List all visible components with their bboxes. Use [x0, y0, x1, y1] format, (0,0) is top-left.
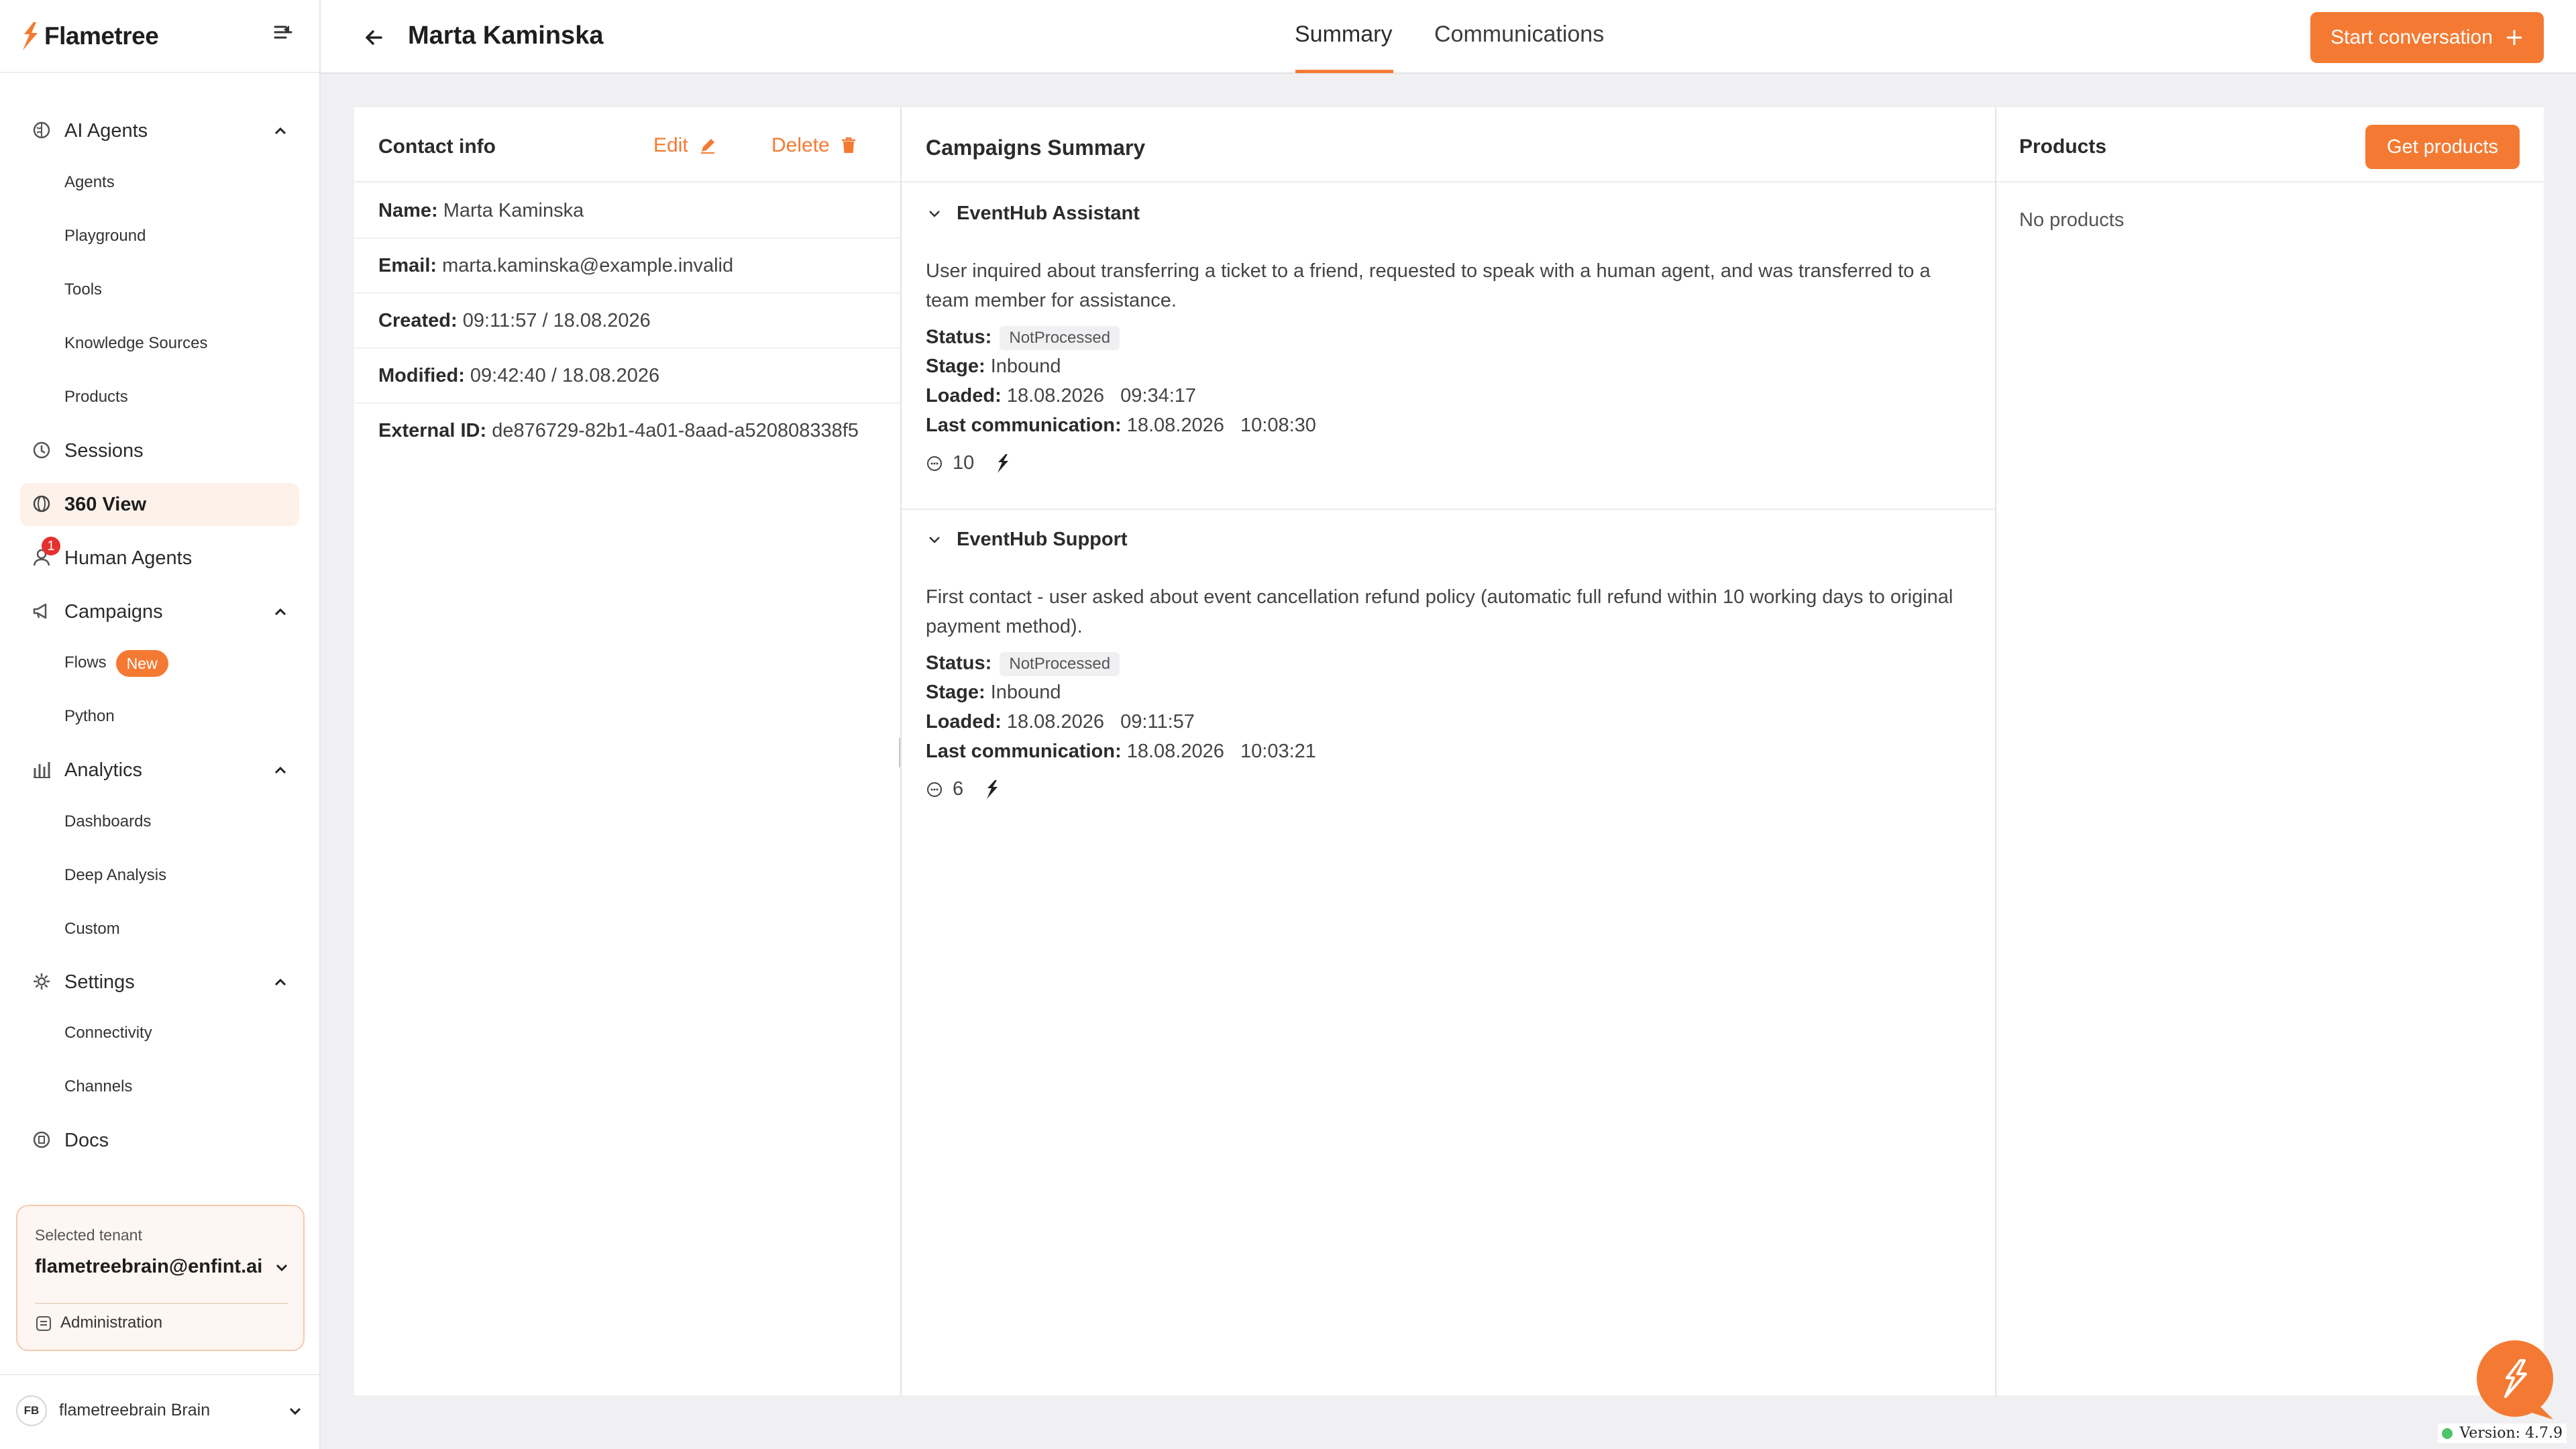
edit-label: Edit [653, 134, 688, 156]
docs-icon [31, 1129, 52, 1150]
campaign-stage [926, 682, 1061, 704]
nav-sessions-label: Sessions [64, 439, 144, 462]
nav-settings-label: Settings [64, 971, 135, 993]
campaigns-summary-panel [902, 107, 1995, 1395]
nav-knowledge-sources[interactable]: Knowledge Sources [64, 334, 208, 352]
last-communication-value: 18.08.2026 10:08:30 [1126, 415, 1316, 436]
nav-python[interactable]: Python [64, 707, 115, 725]
nav-settings[interactable] [20, 961, 299, 1004]
contact-info-header [354, 107, 900, 182]
campaign-name: EventHub Support [957, 529, 1128, 550]
nav-campaigns-label: Campaigns [64, 600, 163, 623]
sidebar-divider [0, 72, 319, 73]
nav-campaigns[interactable] [20, 590, 299, 633]
tenant-divider [35, 1303, 288, 1304]
campaign-loaded [926, 385, 1196, 407]
contact-created-row [354, 294, 900, 349]
version-label [2438, 1424, 2567, 1443]
stage-label: Stage: [926, 356, 985, 377]
nav-playground[interactable]: Playground [64, 227, 146, 245]
contact-modified-row [354, 349, 900, 404]
chevron-up-icon[interactable] [271, 761, 290, 780]
contact-name-value: Marta Kaminska [443, 200, 584, 221]
chevron-up-icon[interactable] [271, 602, 290, 621]
flame-logo-icon [20, 21, 40, 52]
last-communication-value: 18.08.2026 10:03:21 [1126, 741, 1316, 762]
nav-sessions[interactable] [20, 429, 299, 472]
tab-summary[interactable]: Summary [1295, 21, 1393, 47]
back-arrow-icon[interactable] [361, 24, 388, 51]
version-text: Version: 4.7.9 [2459, 1425, 2563, 1442]
delete-label: Delete [771, 134, 830, 156]
flametree-icon [985, 779, 1000, 800]
field-label: Email: [378, 255, 437, 276]
campaign-last-communication [926, 741, 1316, 763]
campaign-name: EventHub Assistant [957, 203, 1140, 224]
products-header [1996, 107, 2544, 182]
tab-communications[interactable]: Communications [1434, 21, 1605, 47]
bar-chart-icon [31, 759, 52, 780]
status-badge: NotProcessed [1000, 326, 1120, 350]
campaign-stage [926, 356, 1061, 378]
stage-value: Inbound [990, 356, 1061, 377]
gear-icon [31, 971, 52, 992]
loaded-label: Loaded: [926, 711, 1002, 733]
plus-icon [2505, 28, 2524, 47]
nav-flows-label: Flows [64, 653, 107, 672]
campaign-last-communication [926, 415, 1316, 437]
user-name: flametreebrain Brain [59, 1401, 211, 1419]
sidebar [0, 0, 321, 1449]
trash-icon [841, 137, 857, 154]
chat-bubble-tail-icon [2529, 1395, 2556, 1422]
field-label: External ID: [378, 420, 487, 441]
flametree-icon [996, 453, 1010, 474]
campaign-toggle[interactable] [926, 203, 1140, 225]
campaigns-title: Campaigns Summary [926, 136, 1146, 160]
campaign-status [926, 652, 1120, 676]
tenant-selector [16, 1205, 305, 1351]
globe-icon [31, 493, 52, 515]
administration-link[interactable]: Administration [60, 1313, 163, 1332]
campaign-status [926, 326, 1120, 350]
loaded-value: 18.08.2026 09:11:57 [1006, 711, 1195, 733]
stage-label: Stage: [926, 682, 985, 703]
field-label: Created: [378, 310, 458, 331]
campaign-divider [902, 508, 1995, 510]
nav-agents[interactable]: Agents [64, 173, 115, 191]
chat-icon [926, 781, 943, 798]
top-bar [321, 0, 2576, 74]
status-label: Status: [926, 326, 992, 348]
notification-badge: 1 [42, 537, 60, 555]
contact-email-value: marta.kaminska@example.invalid [442, 255, 734, 276]
campaign-description: First contact - user asked about event cancellation refund policy (automatic full refund within 10 working days to original payment method). [926, 586, 1953, 637]
active-tab-indicator [1295, 70, 1393, 73]
pencil-icon [699, 137, 716, 154]
collapse-sidebar-icon[interactable] [271, 20, 295, 44]
message-count: 6 [953, 778, 964, 800]
contact-modified-value: 09:42:40 / 18.08.2026 [470, 365, 660, 386]
campaign-toggle[interactable] [926, 529, 1128, 551]
nav-360-view-label: 360 View [64, 493, 147, 515]
nav-analytics[interactable] [20, 749, 299, 792]
admin-icon [35, 1315, 52, 1332]
user-menu[interactable] [0, 1374, 319, 1448]
last-communication-label: Last communication: [926, 741, 1122, 762]
nav-channels[interactable]: Channels [64, 1077, 133, 1095]
chevron-down-icon [926, 205, 943, 223]
contact-name-row [354, 184, 900, 239]
campaign-stats [926, 452, 1010, 474]
chevron-up-icon[interactable] [271, 121, 290, 140]
contact-external-id-value: de876729-82b1-4a01-8aad-a520808338f5 [492, 420, 859, 441]
brand-name: Flametree [44, 22, 159, 50]
page-title: Marta Kaminska [408, 21, 604, 50]
chevron-down-icon[interactable] [272, 1258, 291, 1277]
nav-flows[interactable] [64, 649, 168, 676]
contact-created-value: 09:11:57 / 18.08.2026 [462, 310, 651, 331]
nav-custom[interactable]: Custom [64, 920, 120, 938]
loaded-value: 18.08.2026 09:34:17 [1006, 385, 1197, 407]
delete-button[interactable] [771, 134, 857, 157]
tenant-value[interactable]: flametreebrain@enfint.ai [35, 1256, 263, 1277]
stage-value: Inbound [990, 682, 1061, 703]
nav-human-agents-label: Human Agents [64, 547, 193, 569]
nav-ai-agents[interactable] [20, 109, 299, 152]
brand-logo[interactable] [20, 19, 158, 54]
brain-icon [31, 119, 52, 141]
tenant-caption: Selected tenant [35, 1226, 142, 1244]
last-communication-label: Last communication: [926, 415, 1122, 436]
campaign-stats [926, 778, 1000, 800]
start-conversation-label: Start conversation [2330, 26, 2493, 48]
field-label: Modified: [378, 365, 465, 386]
chevron-down-icon [926, 531, 943, 549]
nav-connectivity[interactable]: Connectivity [64, 1024, 152, 1042]
history-icon [31, 439, 52, 461]
nav-360-view[interactable] [20, 483, 299, 526]
edit-button[interactable] [653, 134, 716, 157]
new-badge: New [116, 650, 168, 677]
chat-icon [926, 455, 943, 472]
loaded-label: Loaded: [926, 385, 1002, 407]
status-label: Status: [926, 652, 992, 674]
campaigns-header [902, 107, 1995, 182]
products-panel [1996, 107, 2544, 1395]
chevron-up-icon[interactable] [271, 973, 290, 991]
status-dot-icon [2442, 1428, 2453, 1439]
campaign-loaded [926, 711, 1195, 733]
nav-deep-analysis[interactable]: Deep Analysis [64, 866, 167, 884]
campaign-description: User inquired about transferring a ticket to a friend, requested to speak with a human agent, and was transferred to a team member for assistance. [926, 260, 1931, 311]
nav-products[interactable]: Products [64, 388, 128, 406]
status-badge: NotProcessed [1000, 652, 1120, 676]
nav-docs[interactable] [20, 1119, 299, 1162]
start-conversation-button[interactable] [2310, 12, 2544, 63]
chevron-down-icon[interactable] [286, 1402, 305, 1421]
contact-email-row [354, 239, 900, 294]
contact-info-title: Contact info [378, 136, 496, 158]
message-count: 10 [953, 452, 975, 474]
nav-human-agents[interactable] [20, 537, 299, 580]
avatar: FB [16, 1395, 47, 1426]
products-title: Products [2019, 136, 2107, 158]
nav-docs-label: Docs [64, 1129, 109, 1151]
field-label: Name: [378, 200, 438, 221]
nav-tools[interactable]: Tools [64, 280, 103, 299]
flame-logo-icon [2498, 1358, 2532, 1399]
get-products-button[interactable]: Get products [2365, 125, 2520, 169]
contact-external-id-row [354, 404, 900, 459]
nav-analytics-label: Analytics [64, 759, 143, 781]
contact-info-panel [354, 107, 900, 1395]
nav-ai-agents-label: AI Agents [64, 119, 148, 142]
nav-dashboards[interactable]: Dashboards [64, 812, 152, 830]
empty-state-text: No products [2019, 209, 2125, 231]
megaphone-icon [31, 600, 52, 622]
